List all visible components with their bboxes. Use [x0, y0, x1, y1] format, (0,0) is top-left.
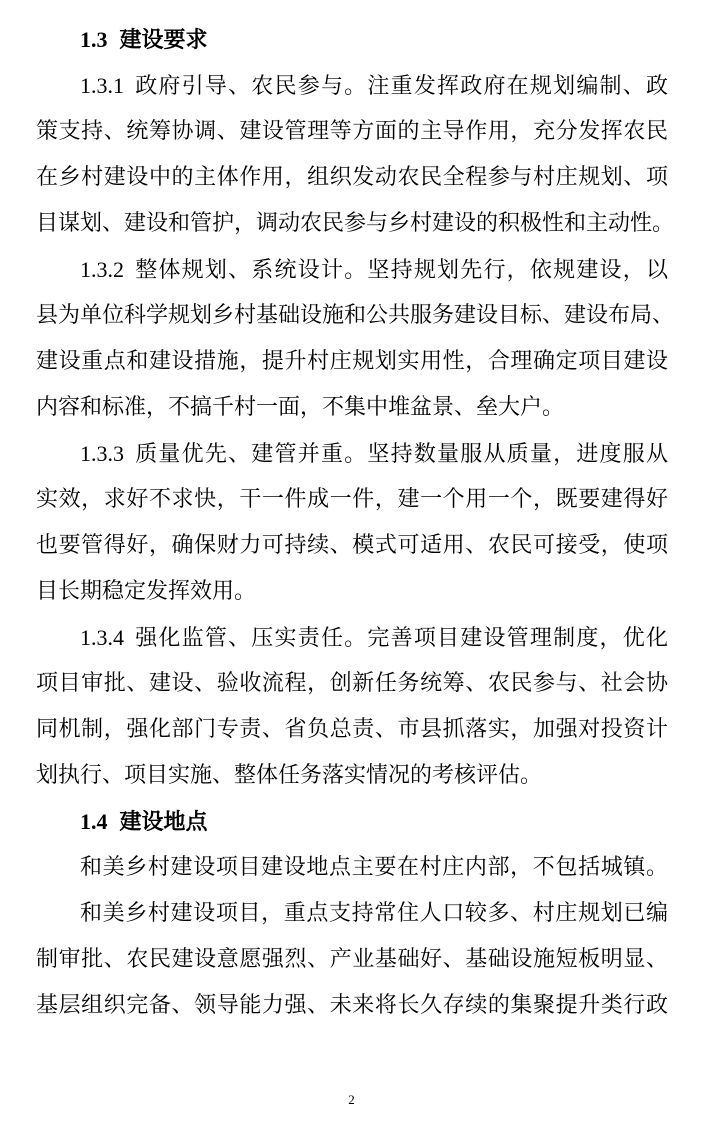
paragraph-1-3-3-line-1: 1.3.3 质量优先、建管并重。坚持数量服从质量，进度服从 [80, 441, 668, 467]
section-title: 建设要求 [119, 27, 208, 53]
paragraph-1-3-1-line-4: 目谋划、建设和管护，调动农民参与乡村建设的积极性和主动性。 [36, 211, 675, 236]
paragraph-1-3-1-line-1: 1.3.1 政府引导、农民参与。注重发挥政府在规划编制、政 [80, 73, 668, 99]
paragraph-1-3-4-line-1: 1.3.4 强化监管、压实责任。完善项目建设管理制度，优化 [80, 625, 668, 651]
subsection-number: 1.3.2 [80, 257, 124, 282]
section-number: 1.4 [80, 809, 108, 834]
paragraph-1-3-4-line-4: 划执行、项目实施、整体任务落实情况的考核评估。 [36, 763, 543, 788]
paragraph-1-3-4-line-2: 项目审批、建设、验收流程，创新任务统筹、农民参与、社会协 [36, 671, 668, 696]
paragraph-1-4-b-line-1: 和美乡村建设项目，重点支持常住人口较多、村庄规划已编 [80, 901, 668, 926]
paragraph-1-3-2-line-1: 1.3.2 整体规划、系统设计。坚持规划先行，依规建设，以 [80, 257, 668, 283]
page-number: 2 [348, 1092, 355, 1107]
paragraph-1-4-a-line-1: 和美乡村建设项目建设地点主要在村庄内部，不包括城镇。 [80, 855, 668, 880]
subsection-number: 1.3.4 [80, 625, 124, 650]
paragraph-1-3-2-line-3: 建设重点和建设措施，提升村庄规划实用性，合理确定项目建设 [36, 349, 668, 374]
subsection-number: 1.3.3 [80, 441, 124, 466]
paragraph-1-3-3-line-3: 也要管得好，确保财力可持续、模式可适用、农民可接受，使项 [36, 533, 668, 558]
paragraph-1-4-b-line-3: 基层组织完备、领导能力强、未来将长久存续的集聚提升类行政 [36, 993, 668, 1018]
paragraph-1-3-3-line-4: 目长期稳定发挥效用。 [36, 579, 257, 604]
paragraph-1-3-2-line-2: 县为单位科学规划乡村基础设施和公共服务建设目标、建设布局、 [36, 303, 675, 328]
paragraph-1-3-4-line-3: 同机制，强化部门专责、省负总责、市县抓落实，加强对投资计 [36, 717, 668, 742]
section-number: 1.3 [80, 27, 108, 52]
section-heading-1-4 [80, 806, 208, 838]
section-heading-1-3 [80, 24, 208, 56]
paragraph-1-3-1-line-2: 策支持、统筹协调、建设管理等方面的主导作用，充分发挥农民 [36, 119, 668, 144]
section-title: 建设地点 [119, 809, 208, 835]
paragraph-1-3-2-line-4: 内容和标准，不搞千村一面，不集中堆盆景、垒大户。 [36, 395, 565, 420]
subsection-number: 1.3.1 [80, 73, 124, 98]
paragraph-1-3-3-line-2: 实效，求好不求快，干一件成一件，建一个用一个，既要建得好 [36, 487, 668, 512]
paragraph-1-3-1-line-3: 在乡村建设中的主体作用，组织发动农民全程参与村庄规划、项 [36, 165, 668, 190]
paragraph-1-4-b-line-2: 制审批、农民建设意愿强烈、产业基础好、基础设施短板明显、 [36, 947, 668, 972]
